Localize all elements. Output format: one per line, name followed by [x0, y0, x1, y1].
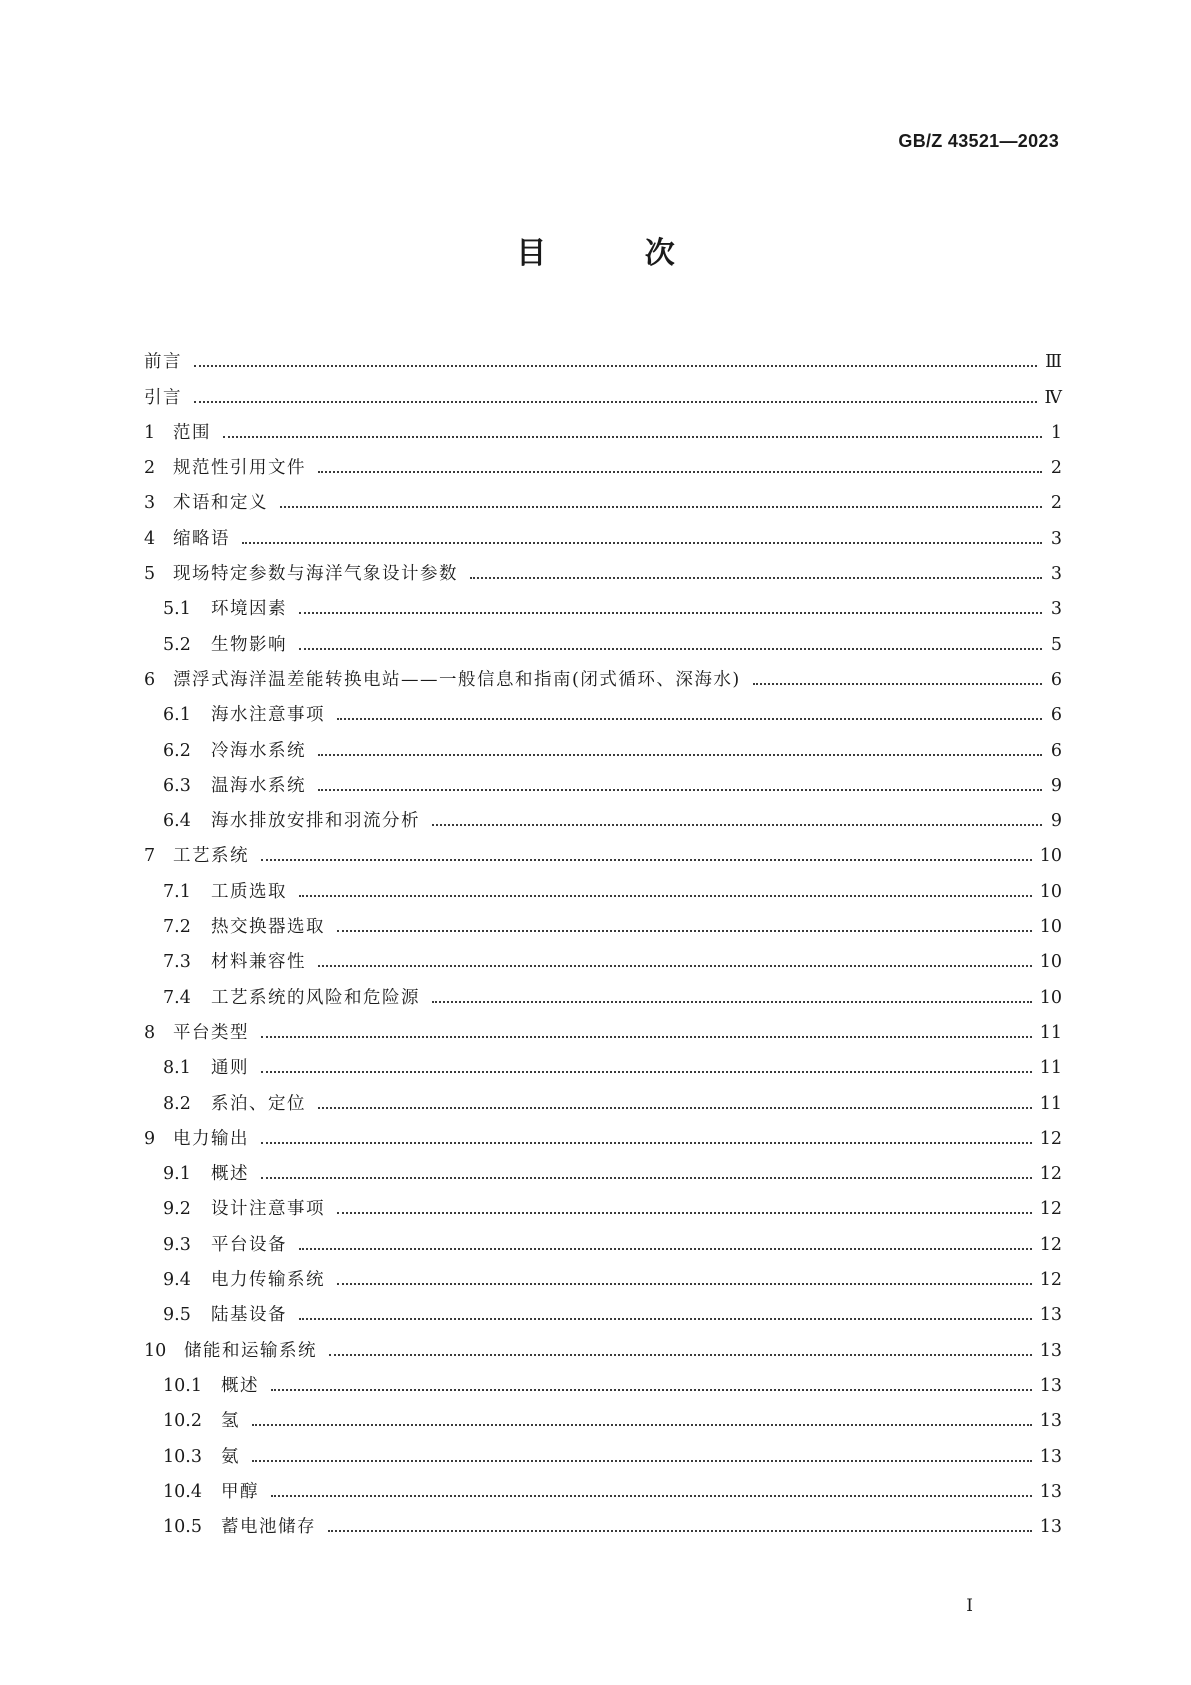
- toc-entry-page: 12: [1039, 1270, 1062, 1291]
- dot-leader: [432, 824, 1042, 826]
- toc-entry-number: 10: [144, 1340, 167, 1361]
- toc-entry-page: 9: [1050, 775, 1062, 796]
- dot-leader: [261, 1036, 1032, 1038]
- toc-entry-page: 10: [1039, 846, 1062, 867]
- toc-entry-page: 10: [1039, 917, 1062, 938]
- toc-entry-title: 陆基设备: [211, 1305, 287, 1326]
- toc-entry-title: 缩略语: [173, 528, 230, 549]
- toc-entry-number: 3: [144, 493, 156, 514]
- dot-leader: [280, 506, 1042, 508]
- toc-entry-number: 9: [144, 1128, 156, 1149]
- toc-entry[interactable]: [144, 871, 1062, 906]
- toc-entry[interactable]: [144, 1224, 1062, 1259]
- dot-leader: [337, 1212, 1032, 1214]
- toc-entry[interactable]: [144, 377, 1062, 412]
- toc-entry-title: 甲醇: [221, 1481, 259, 1502]
- toc-entry-number: 9.2: [163, 1199, 191, 1220]
- toc-entry[interactable]: [144, 730, 1062, 765]
- toc-entry-title: 生物影响: [211, 634, 287, 655]
- toc-entry[interactable]: [144, 1295, 1062, 1330]
- toc-entry[interactable]: [144, 977, 1062, 1012]
- toc-entry-title: 前言: [144, 352, 182, 373]
- toc-entry-number: 7.2: [163, 917, 191, 938]
- toc-entry-title: 电力传输系统: [211, 1270, 325, 1291]
- toc-entry-title: 工艺系统的风险和危险源: [211, 987, 420, 1008]
- toc-entry-number: 8.1: [163, 1058, 191, 1079]
- toc-entry-page: 5: [1050, 634, 1062, 655]
- toc-entry-number: 7: [144, 846, 156, 867]
- toc-entry-title: 概述: [211, 1164, 249, 1185]
- toc-entry-page: 13: [1039, 1446, 1062, 1467]
- toc-entry-title: 氢: [221, 1411, 240, 1432]
- toc-entry-number: 10.2: [163, 1411, 202, 1432]
- toc-entry-page: Ⅳ: [1044, 387, 1062, 408]
- toc-entry-page: 12: [1039, 1164, 1062, 1185]
- toc-entry-number: 6.1: [163, 705, 191, 726]
- dot-leader: [242, 542, 1042, 544]
- toc-entry-number: 4: [144, 528, 156, 549]
- dot-leader: [753, 683, 1042, 685]
- toc-entry-title: 海水注意事项: [211, 705, 325, 726]
- toc-entry-page: 10: [1039, 952, 1062, 973]
- dot-leader: [271, 1495, 1032, 1497]
- toc-entry[interactable]: [144, 836, 1062, 871]
- toc-entry-number: 5.1: [163, 599, 191, 620]
- toc-entry-page: 12: [1039, 1128, 1062, 1149]
- toc-entry[interactable]: [144, 448, 1062, 483]
- toc-entry-number: 9.1: [163, 1164, 191, 1185]
- toc-entry[interactable]: [144, 1436, 1062, 1471]
- dot-leader: [318, 754, 1042, 756]
- dot-leader: [299, 1318, 1032, 1320]
- toc-entry[interactable]: [144, 942, 1062, 977]
- toc-entry-number: 6.3: [163, 775, 191, 796]
- toc-entry[interactable]: [144, 413, 1062, 448]
- toc-entry-number: 8: [144, 1022, 156, 1043]
- toc-entry-page: 10: [1039, 881, 1062, 902]
- toc-entry-page: 13: [1039, 1340, 1062, 1361]
- dot-leader: [318, 471, 1042, 473]
- toc-entry-page: 3: [1050, 599, 1062, 620]
- dot-leader: [328, 1530, 1032, 1532]
- toc-entry-title: 平台设备: [211, 1234, 287, 1255]
- page-title: 目 次: [516, 236, 719, 271]
- toc-entry[interactable]: [144, 907, 1062, 942]
- dot-leader: [299, 648, 1042, 650]
- dot-leader: [337, 930, 1032, 932]
- dot-leader: [329, 1354, 1032, 1356]
- toc-entry-title: 系泊、定位: [211, 1093, 306, 1114]
- toc-entry[interactable]: [144, 1119, 1062, 1154]
- dot-leader: [299, 1248, 1032, 1250]
- toc-entry-number: 5.2: [163, 634, 191, 655]
- toc-entry[interactable]: [144, 1472, 1062, 1507]
- dot-leader: [271, 1389, 1032, 1391]
- toc-entry-title: 冷海水系统: [211, 740, 306, 761]
- dot-leader: [299, 895, 1032, 897]
- toc-entry-number: 10.3: [163, 1446, 202, 1467]
- toc-entry-number: 10.4: [163, 1481, 202, 1502]
- toc-entry-title: 工质选取: [211, 881, 287, 902]
- toc-entry-page: 9: [1050, 811, 1062, 832]
- toc-entry[interactable]: [144, 1154, 1062, 1189]
- dot-leader: [432, 1001, 1032, 1003]
- toc-entry-number: 9.5: [163, 1305, 191, 1326]
- dot-leader: [261, 859, 1032, 861]
- toc-entry-page: 11: [1039, 1058, 1062, 1079]
- page-number: I: [966, 1596, 973, 1616]
- toc-entry-page: 10: [1039, 987, 1062, 1008]
- toc-entry-title: 电力输出: [173, 1128, 249, 1149]
- toc-entry[interactable]: [144, 1083, 1062, 1118]
- table-of-contents: [144, 342, 1062, 1542]
- toc-entry-title: 设计注意事项: [211, 1199, 325, 1220]
- standard-code: GB/Z 43521—2023: [898, 131, 1059, 151]
- toc-entry[interactable]: [144, 695, 1062, 730]
- toc-entry-number: 1: [144, 422, 156, 443]
- toc-entry-title: 工艺系统: [173, 846, 249, 867]
- toc-entry[interactable]: [144, 342, 1062, 377]
- toc-entry-title: 储能和运输系统: [184, 1340, 317, 1361]
- dot-leader: [337, 718, 1042, 720]
- dot-leader: [252, 1424, 1032, 1426]
- toc-entry[interactable]: [144, 483, 1062, 518]
- toc-entry-number: 7.4: [163, 987, 191, 1008]
- toc-entry-page: 3: [1050, 528, 1062, 549]
- toc-entry-title: 温海水系统: [211, 775, 306, 796]
- dot-leader: [318, 789, 1042, 791]
- toc-entry[interactable]: [144, 1366, 1062, 1401]
- toc-entry-page: Ⅲ: [1045, 352, 1062, 373]
- toc-entry-title: 规范性引用文件: [173, 458, 306, 479]
- toc-entry-page: 2: [1050, 458, 1062, 479]
- toc-entry-title: 材料兼容性: [211, 952, 306, 973]
- toc-entry[interactable]: [144, 766, 1062, 801]
- toc-entry[interactable]: [144, 1507, 1062, 1542]
- toc-entry[interactable]: [144, 1330, 1062, 1365]
- toc-entry[interactable]: [144, 624, 1062, 659]
- dot-leader: [252, 1460, 1032, 1462]
- toc-entry-number: 10.1: [163, 1375, 202, 1396]
- toc-entry-page: 12: [1039, 1234, 1062, 1255]
- toc-entry-page: 11: [1039, 1022, 1062, 1043]
- toc-entry[interactable]: [144, 518, 1062, 553]
- toc-entry-page: 2: [1050, 493, 1062, 514]
- toc-entry[interactable]: [144, 660, 1062, 695]
- dot-leader: [261, 1177, 1032, 1179]
- dot-leader: [470, 577, 1042, 579]
- toc-entry-number: 9.3: [163, 1234, 191, 1255]
- dot-leader: [299, 612, 1042, 614]
- toc-entry-number: 9.4: [163, 1270, 191, 1291]
- toc-entry[interactable]: [144, 1189, 1062, 1224]
- toc-entry-number: 6.4: [163, 811, 191, 832]
- toc-entry-number: 2: [144, 458, 156, 479]
- toc-entry-title: 蓄电池储存: [221, 1517, 316, 1538]
- toc-entry-title: 环境因素: [211, 599, 287, 620]
- dot-leader: [337, 1283, 1032, 1285]
- toc-entry-title: 海水排放安排和羽流分析: [211, 811, 420, 832]
- toc-entry-title: 氨: [221, 1446, 240, 1467]
- toc-entry-title: 术语和定义: [173, 493, 268, 514]
- toc-entry-page: 13: [1039, 1481, 1062, 1502]
- toc-entry-page: 6: [1050, 705, 1062, 726]
- toc-entry-title: 现场特定参数与海洋气象设计参数: [173, 564, 458, 585]
- toc-entry-number: 6.2: [163, 740, 191, 761]
- toc-entry[interactable]: [144, 589, 1062, 624]
- toc-entry[interactable]: [144, 1048, 1062, 1083]
- toc-entry-page: 6: [1050, 740, 1062, 761]
- dot-leader: [318, 1107, 1032, 1109]
- toc-entry-title: 通则: [211, 1058, 249, 1079]
- toc-entry-page: 3: [1050, 564, 1062, 585]
- toc-entry[interactable]: [144, 1013, 1062, 1048]
- toc-entry-page: 6: [1050, 669, 1062, 690]
- dot-leader: [194, 401, 1037, 403]
- dot-leader: [261, 1071, 1032, 1073]
- toc-entry[interactable]: [144, 1401, 1062, 1436]
- toc-entry-page: 13: [1039, 1375, 1062, 1396]
- toc-entry-number: 7.1: [163, 881, 191, 902]
- toc-entry-number: 7.3: [163, 952, 191, 973]
- toc-entry-title: 概述: [221, 1375, 259, 1396]
- toc-entry[interactable]: [144, 1260, 1062, 1295]
- toc-entry-number: 5: [144, 564, 156, 585]
- toc-entry-title: 范围: [173, 422, 211, 443]
- dot-leader: [194, 365, 1037, 367]
- toc-entry-page: 13: [1039, 1411, 1062, 1432]
- toc-entry[interactable]: [144, 554, 1062, 589]
- toc-entry-page: 1: [1050, 422, 1062, 443]
- dot-leader: [318, 965, 1032, 967]
- toc-entry-title: 漂浮式海洋温差能转换电站——一般信息和指南(闭式循环、深海水): [173, 669, 741, 690]
- toc-entry-page: 11: [1039, 1093, 1062, 1114]
- toc-entry-page: 13: [1039, 1305, 1062, 1326]
- toc-entry-page: 12: [1039, 1199, 1062, 1220]
- toc-entry-number: 6: [144, 669, 156, 690]
- toc-entry-title: 平台类型: [173, 1022, 249, 1043]
- toc-entry-title: 热交换器选取: [211, 917, 325, 938]
- toc-entry-number: 10.5: [163, 1517, 202, 1538]
- toc-entry[interactable]: [144, 801, 1062, 836]
- toc-entry-number: 8.2: [163, 1093, 191, 1114]
- dot-leader: [261, 1142, 1032, 1144]
- dot-leader: [223, 436, 1042, 438]
- toc-entry-title: 引言: [144, 387, 182, 408]
- toc-entry-page: 13: [1039, 1517, 1062, 1538]
